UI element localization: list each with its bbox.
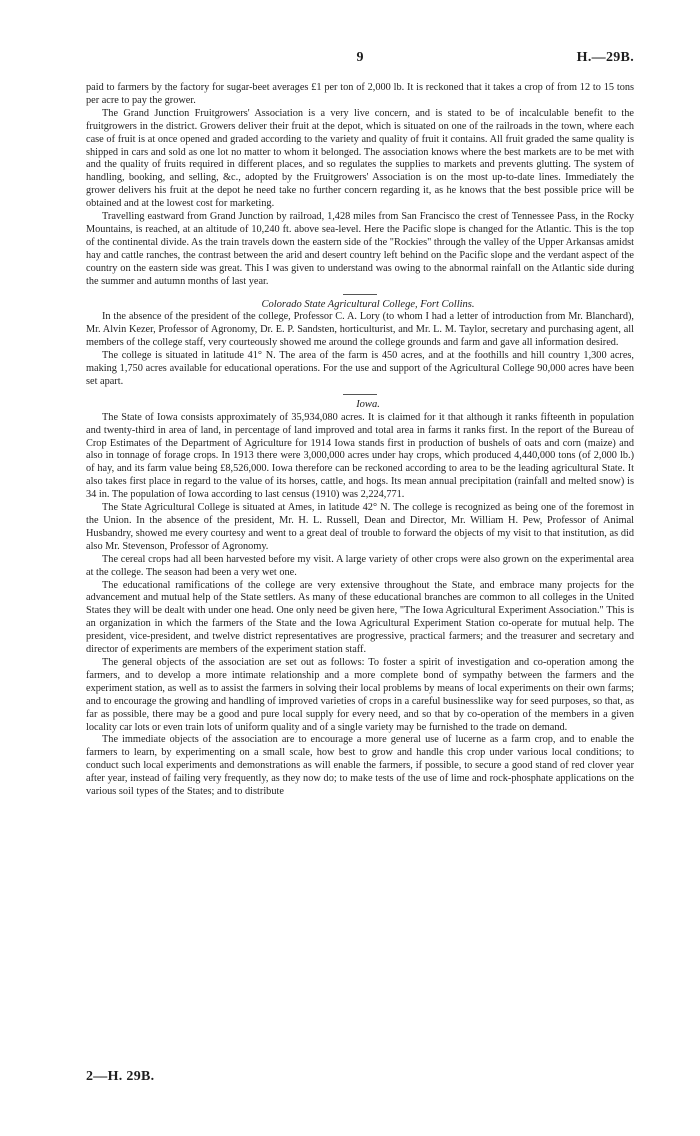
paragraph: The college is situated in latitude 41° N. The area of the farm is 450 acres, and at the foothills and hill country 1,300 acres, making 1,750 acres available for educational operations. For the use and support of the Agricultural College 90,000 acres have been set apart. — [86, 350, 634, 387]
document-reference: H.—29B. — [576, 50, 634, 65]
paragraph: The State of Iowa consists approximately of 35,934,080 acres. It is claimed for it that although it ranks fifteenth in population and twenty-third in area of land, in percentage of land improved and total area in farms it ranks first. In the report of the Bureau of Crop Estimates of the Department of Agriculture for 1914 Iowa stands first in production of bushels of oats and corn (maize) and also in tonnage of forage crops. In 1913 there were 3,000,000 acres under hay crops, which produced 4,440,000 tons (of 2,000 lb.) of hay, and its farm value being £8,526,000. Iowa therefore can be reckoned according to area to be the leading agricultural State. It also takes first place in regard to the value of its horses, cattle, and hogs. Its mean annual precipitation (rainfall and melted snow) is 34 in. The population of Iowa according to last census (1910) was 2,224,771. — [86, 411, 634, 501]
paragraph: Travelling eastward from Grand Junction by railroad, 1,428 miles from San Francisco the crest of Tennessee Pass, in the Rocky Mountains, is reached, at an altitude of 10,240 ft. above sea-level. Here the Pacific slope is changed for the Atlantic. This is the top of the continental divide. As the train travels down the eastern side of the "Rockies" through the valley of the Upper Arkansas amidst hay and cattle ranches, the contrast between the arid and desert country left behind on the Pacific slope and the verdant aspect of the country on the eastern side was great. This I was given to understand was owing to the abnormal rainfall on the Atlantic side during the summer and autumn months of last year. — [86, 211, 634, 287]
section-divider — [343, 394, 377, 395]
page-header — [86, 50, 634, 70]
section-heading-iowa: Iowa. — [356, 398, 380, 410]
paragraph: The general objects of the association are set out as follows: To foster a spirit of investigation and co-operation among the farmers, and to develop a more intimate relationship and a more complete bond of sympathy between the farmers and the experiment station, as well as to assist the farmers in solving their local problems by means of local experiments on their own farms; and to encourage the growing and handling of improved varieties of crops in a careful businesslike way for seed purposes, so that, as far as possible, there may be a good and pure local supply for every need, and so that by co-operation of the members in a given locality car lots or even train lots of uniform quality and of a single variety may be furnished to the trade on demand. — [86, 656, 634, 733]
paragraph: paid to farmers by the factory for sugar-beet averages £1 per ton of 2,000 lb. It is reckoned that it takes a crop of from 12 to 15 tons per acre to pay the grower. — [86, 82, 634, 106]
paragraph: The Grand Junction Fruitgrowers' Association is a very live concern, and is stated to be of incalculable benefit to the fruitgrowers in the district. Growers deliver their fruit at the depot, which is situated on one of the railroads in the town, where each case of fruit is at once opened and graded according to the variety and quality of fruit it contains. All fruit graded the same quality is shipped in cars and sold as one lot no matter to whom it belonged. The association knows where the best markets are to be met with and the quality of fruits required in different places, and so regulates the supplies to markets and prevents glutting. The system of handling, booking, and selling, &c., adopted by the Fruitgrowers' Association is on the most up-to-date lines. Immediately the grower delivers his fruit at the depot he need take no further concern regarding it, as he knows that the best possible price will be obtained and at the lowest cost for marketing. — [86, 107, 634, 210]
signature-reference: 2—H. 29B. — [86, 1069, 155, 1084]
paragraph: In the absence of the president of the college, Professor C. A. Lory (to whom I had a letter of introduction from Mr. Blanchard), Mr. Alvin Kezer, Professor of Agronomy, Dr. E. P. Sandsten, horticulturist, and Mr. L. M. Taylor, secretary and purchasing agent, all members of the college staff, very courteously showed me around the college grounds and farm and gave all information desired. — [86, 311, 634, 349]
section-heading-colorado: Colorado State Agricultural College, Fort Collins. — [261, 298, 475, 310]
page-number: 9 — [356, 50, 364, 65]
body-text — [86, 82, 634, 799]
section-divider — [343, 294, 377, 295]
paragraph: The educational ramifications of the college are very extensive throughout the State, and embrace many projects for the advancement and mutual help of the State settlers. As many of these educational branches are common to all colleges in the United States they will be dealt with under one head. One only need be given here, "The Iowa Agricultural Experiment Association." This is an organization in which the farmers of the State and the Iowa Agricultural Experiment Station co-operate for mutual help. The president, vice-president, and twelve district representatives are progressive, practical farmers; and the treasurer and secretary and director of experiments are members of the experiment station staff. — [86, 579, 634, 656]
paragraph: The cereal crops had all been harvested before my visit. A large variety of other crops were also grown on the experimental area at the college. The season had been a very wet one. — [86, 553, 634, 578]
document-page — [86, 0, 634, 1136]
paragraph: The State Agricultural College is situated at Ames, in latitude 42° N. The college is recognized as being one of the foremost in the Union. In the absence of the president, Mr. H. L. Russell, Dean and Director, Mr. William H. Pew, Professor of Animal Husbandry, showed me every courtesy and went to a great deal of trouble to forward the objects of my visit to that institution, as did also Mr. Stevenson, Professor of Agronomy. — [86, 502, 634, 552]
paragraph: The immediate objects of the association are to encourage a more general use of lucerne as a farm crop, and to enable the farmers to learn, by experimenting on a small scale, how best to grow and handle this crop under various local conditions; to conduct such local experiments and demonstrations as will enable the farmers, if possible, to secure a good stand of red clover year after year, instead of failing very frequently, as they now do; to make tests of the use of lime and rock-phosphate applications on the various soil types of the States; and to distribute — [86, 734, 634, 798]
